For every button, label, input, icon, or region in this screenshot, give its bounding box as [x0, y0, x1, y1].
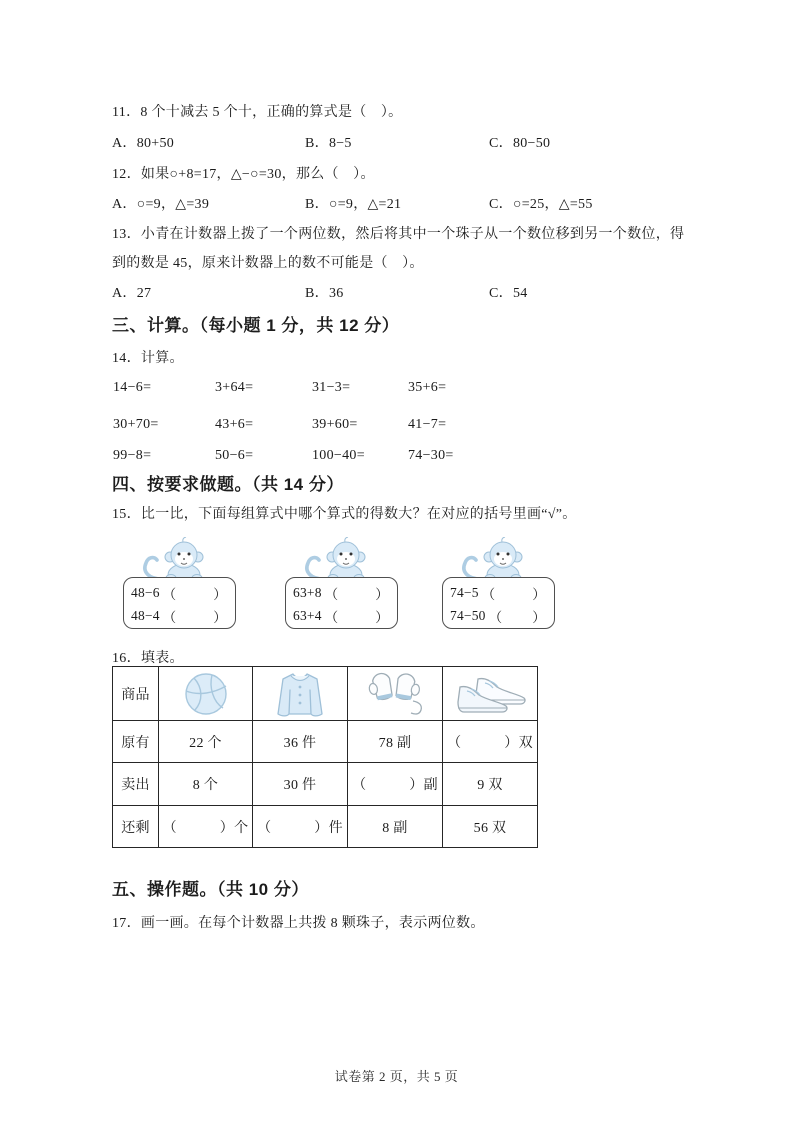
calc-cell: 39+60=	[312, 417, 358, 432]
expression: 48−6	[131, 584, 160, 600]
basketball-icon	[159, 667, 253, 721]
page-footer: 试卷第 2 页，共 5 页	[334, 1069, 459, 1084]
blank-paren-close: ）	[213, 586, 227, 602]
blank-paren-open: （	[488, 609, 503, 625]
question-13-text-line1: 13．小青在计数器上拨了一个两位数，然后将其中一个珠子从一个数位移到另一个数位，得	[112, 227, 685, 242]
blank-paren-open: （	[324, 609, 339, 625]
blank-paren-close: ）	[375, 609, 389, 625]
blank-paren-open: （	[162, 586, 177, 602]
table-cell: 8 个	[159, 763, 253, 806]
mittens-icon	[348, 667, 443, 721]
table-cell: 36 件	[253, 721, 348, 763]
table-cell: 30 件	[253, 763, 348, 806]
q12-option-a: A．○=9，△=39	[112, 197, 210, 212]
compare-row	[131, 581, 228, 604]
question-12-text: 12．如果○+8=17，△−○=30，那么（ ）。	[112, 167, 375, 182]
question-11-text: 11．8 个十减去 5 个十，正确的算式是（ ）。	[112, 105, 403, 120]
calc-cell: 30+70=	[113, 417, 159, 432]
question-13-text-line2: 到的数是 45，原来计数器上的数不可能是（ ）。	[112, 256, 424, 271]
compare-row	[293, 581, 390, 604]
question-16-label: 16．填表。	[112, 651, 184, 666]
coat-icon	[253, 667, 348, 721]
calc-cell: 31−3=	[312, 380, 351, 395]
blank-paren-close: ）	[213, 609, 227, 625]
q15-compare-box	[123, 577, 236, 629]
table-cell: 78 副	[348, 721, 443, 763]
expression: 74−5	[450, 584, 479, 600]
calc-cell: 74−30=	[408, 448, 454, 463]
table-cell: 22 个	[159, 721, 253, 763]
table-cell: （ ）件	[253, 806, 348, 848]
table-cell: 9 双	[443, 763, 538, 806]
expression: 63+4	[293, 607, 322, 623]
row-label: 还剩	[113, 806, 159, 848]
question-15-text: 15．比一比，下面每组算式中哪个算式的得数大？在对应的括号里画“√”。	[112, 507, 577, 522]
q13-option-b: B．36	[305, 286, 344, 301]
calc-cell: 43+6=	[215, 417, 254, 432]
q11-option-a: A．80+50	[112, 136, 175, 151]
q15-compare-box	[285, 577, 398, 629]
calc-cell: 99−8=	[113, 448, 152, 463]
goods-table	[112, 666, 538, 848]
q13-option-a: A．27	[112, 286, 152, 301]
q11-option-b: B．8−5	[305, 136, 352, 151]
table-cell: 8 副	[348, 806, 443, 848]
q13-option-c: C．54	[489, 286, 528, 301]
compare-row	[450, 581, 547, 604]
sneakers-icon	[443, 667, 538, 721]
q11-option-c: C．80−50	[489, 136, 551, 151]
table-cell: 56 双	[443, 806, 538, 848]
blank-paren-close: ）	[532, 609, 546, 625]
calc-cell: 41−7=	[408, 417, 447, 432]
q15-group-2	[285, 537, 398, 632]
table-corner-label: 商品	[113, 667, 159, 721]
calc-cell: 14−6=	[113, 380, 152, 395]
section-3-heading: 三、计算。（每小题 1 分，共 12 分）	[112, 316, 400, 335]
row-label: 卖出	[113, 763, 159, 806]
compare-row	[131, 604, 228, 627]
blank-paren-open: （	[162, 609, 177, 625]
blank-paren-open: （	[481, 586, 496, 602]
calc-cell: 3+64=	[215, 380, 254, 395]
question-17-text: 17．画一画。在每个计数器上共拨 8 颗珠子，表示两位数。	[112, 916, 485, 931]
q15-compare-box	[442, 577, 555, 629]
blank-paren-open: （	[324, 586, 339, 602]
table-cell: （ ）双	[443, 721, 538, 763]
section-5-heading: 五、操作题。（共 10 分）	[112, 880, 309, 899]
compare-row	[293, 604, 390, 627]
section-4-heading: 四、按要求做题。（共 14 分）	[112, 475, 344, 494]
calc-cell: 50−6=	[215, 448, 254, 463]
table-cell: （ ）副	[348, 763, 443, 806]
question-14-label: 14．计算。	[112, 351, 184, 366]
calc-cell: 100−40=	[312, 448, 365, 463]
expression: 48−4	[131, 607, 160, 623]
expression: 63+8	[293, 584, 322, 600]
blank-paren-close: ）	[532, 586, 546, 602]
row-label: 原有	[113, 721, 159, 763]
calc-cell: 35+6=	[408, 380, 447, 395]
table-cell: （ ）个	[159, 806, 253, 848]
q12-option-c: C．○=25，△=55	[489, 197, 593, 212]
expression: 74−50	[450, 607, 486, 623]
blank-paren-close: ）	[375, 586, 389, 602]
q15-group-3	[442, 537, 555, 632]
q15-group-1	[123, 537, 236, 632]
q12-option-b: B．○=9，△=21	[305, 197, 402, 212]
compare-row	[450, 604, 547, 627]
